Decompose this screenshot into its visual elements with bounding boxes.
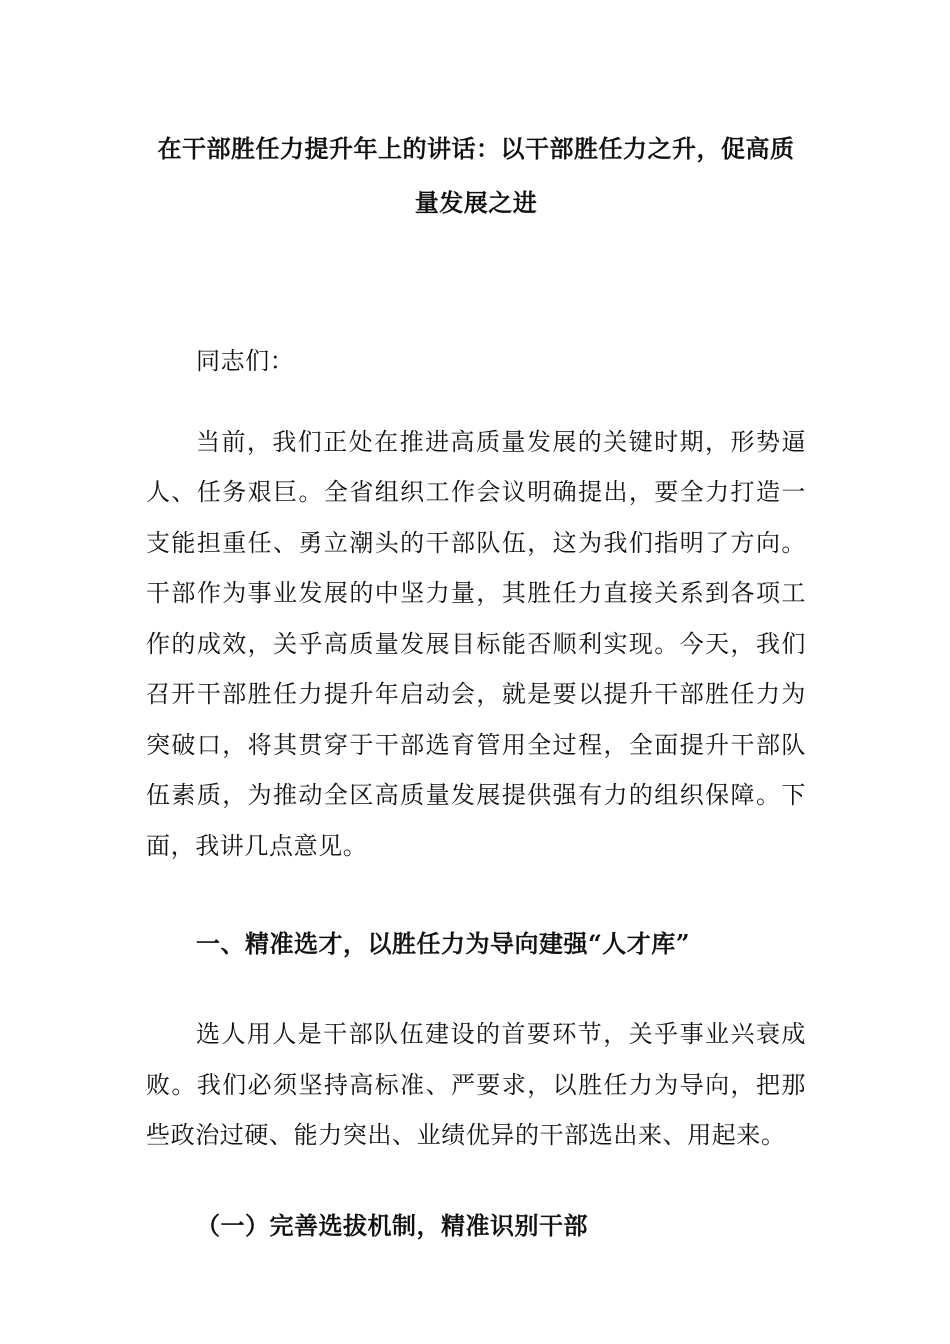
intro-paragraph: 当前，我们正处在推进高质量发展的关键时期，形势逼人、任务艰巨。全省组织工作会议明确提出，要全力打造一支能担重任、勇立潮头的干部队伍，这为我们指明了方向。干部作为事业发展的中坚力量，其胜任力直接关系到各项工作的成效，关乎高质量发展目标能否顺利实现。今天，我们召开干部胜任力提升年启动会，就是要以提升干部胜任力为突破口，将其贯穿于干部选育管用全过程，全面提升干部队伍素质，为推动全区高质量发展提供强有力的组织保障。下面，我讲几点意见。 (146, 427, 806, 860)
document-title: 在干部胜任力提升年上的讲话：以干部胜任力之升，促高质量发展之进 (157, 134, 795, 217)
greeting: 同志们： (196, 347, 295, 375)
subsection-heading-1: （一）完善选拔机制，精准识别干部 (196, 1210, 588, 1240)
section-heading-1: 一、精准选才，以胜任力为导向建强“人才库” (196, 929, 691, 958)
document-page (146, 122, 806, 1251)
section-1-paragraph: 选人用人是干部队伍建设的首要环节，关乎事业兴衰成败。我们必须坚持高标准、严要求，以胜任力为导向，把那些政治过硬、能力突出、业绩优异的干部选出来、用起来。 (146, 1020, 806, 1149)
